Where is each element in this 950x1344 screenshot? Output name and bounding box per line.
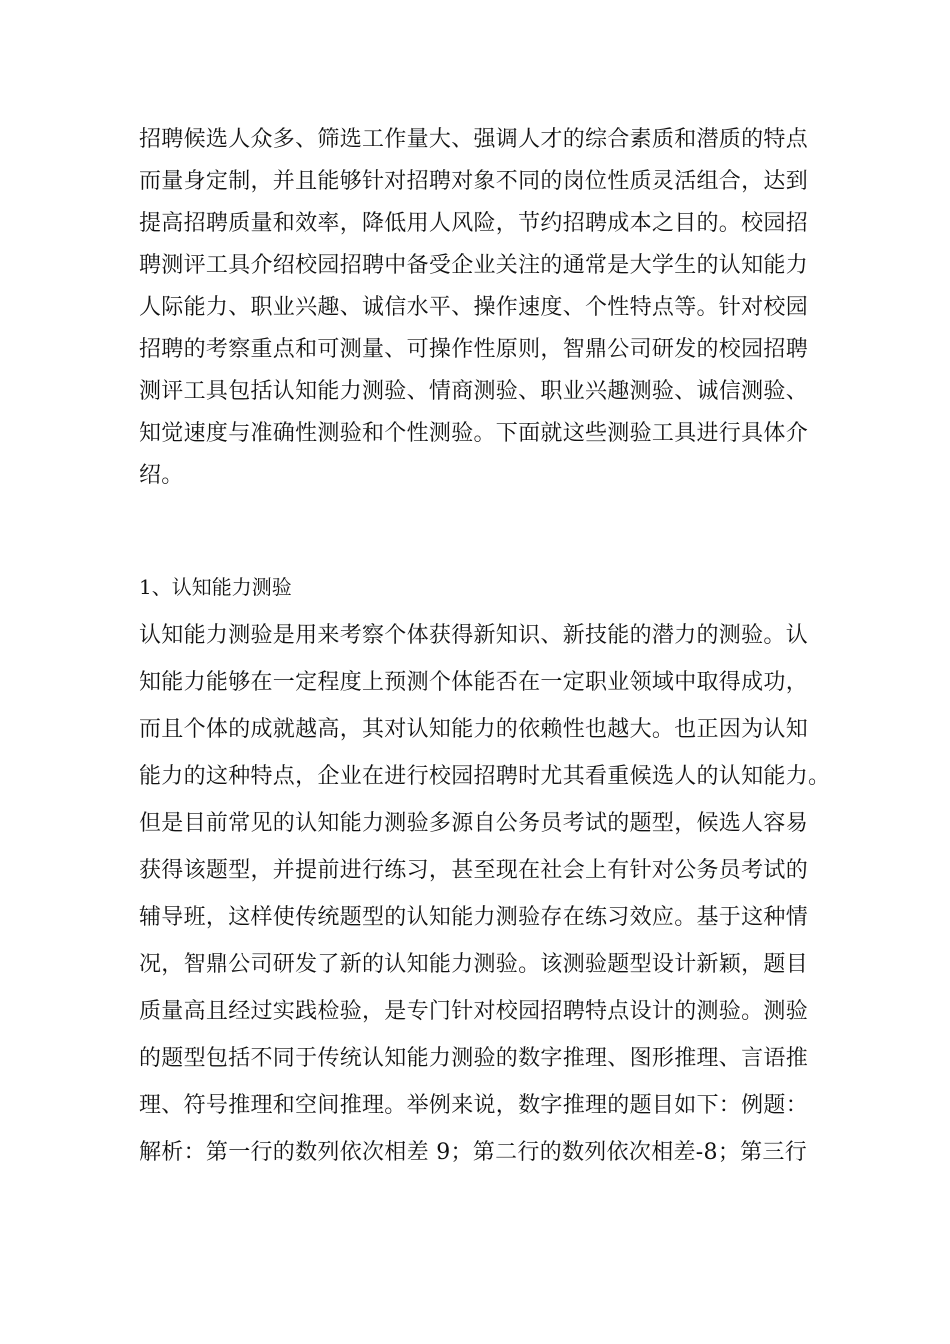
text-line: 解析：第一行的数列依次相差 9；第二行的数列依次相差-8；第三行 bbox=[139, 1140, 808, 1165]
text-line: 而量身定制，并且能够针对招聘对象不同的岗位性质灵活组合，达到 bbox=[139, 169, 809, 194]
text-line: 但是目前常见的认知能力测验多源自公务员考试的题型，候选人容易 bbox=[139, 811, 809, 836]
paragraph-cognitive-test bbox=[139, 625, 829, 1164]
text-line: 绍。 bbox=[139, 463, 184, 488]
text-line: 招聘候选人众多、筛选工作量大、强调人才的综合素质和潜质的特点 bbox=[139, 127, 809, 152]
text-line: 知能力能够在一定程度上预测个体能否在一定职业领域中取得成功， bbox=[139, 670, 809, 695]
text-line: 提高招聘质量和效率，降低用人风险，节约招聘成本之目的。校园招 bbox=[139, 211, 809, 236]
text-line: 招聘的考察重点和可测量、可操作性原则，智鼎公司研发的校园招聘 bbox=[139, 337, 809, 362]
section-heading: 1、认知能力测验 bbox=[139, 575, 292, 599]
text-line: 聘测评工具介绍校园招聘中备受企业关注的通常是大学生的认知能力 bbox=[139, 253, 809, 278]
text-line: 能力的这种特点，企业在进行校园招聘时尤其看重候选人的认知能力。 bbox=[139, 764, 831, 789]
text-line: 理、符号推理和空间推理。举例来说，数字推理的题目如下：例题： bbox=[139, 1093, 809, 1118]
text-line: 测评工具包括认知能力测验、情商测验、职业兴趣测验、诚信测验、 bbox=[139, 379, 809, 404]
paragraph-intro bbox=[139, 129, 829, 487]
text-line: 获得该题型，并提前进行练习，甚至现在社会上有针对公务员考试的 bbox=[139, 858, 809, 883]
text-line: 辅导班，这样使传统题型的认知能力测验存在练习效应。基于这种情 bbox=[139, 905, 809, 930]
text-line: 认知能力测验是用来考察个体获得新知识、新技能的潜力的测验。认 bbox=[139, 623, 809, 648]
section-heading-block bbox=[139, 576, 829, 598]
text-line: 质量高且经过实践检验，是专门针对校园招聘特点设计的测验。测验 bbox=[139, 999, 809, 1024]
text-line: 知觉速度与准确性测验和个性测验。下面就这些测验工具进行具体介 bbox=[139, 421, 809, 446]
text-line: 人际能力、职业兴趣、诚信水平、操作速度、个性特点等。针对校园 bbox=[139, 295, 809, 320]
text-line: 而且个体的成就越高，其对认知能力的依赖性也越大。也正因为认知 bbox=[139, 717, 809, 742]
text-line: 况，智鼎公司研发了新的认知能力测验。该测验题型设计新颖，题目 bbox=[139, 952, 809, 977]
text-line: 的题型包括不同于传统认知能力测验的数字推理、图形推理、言语推 bbox=[139, 1046, 809, 1071]
